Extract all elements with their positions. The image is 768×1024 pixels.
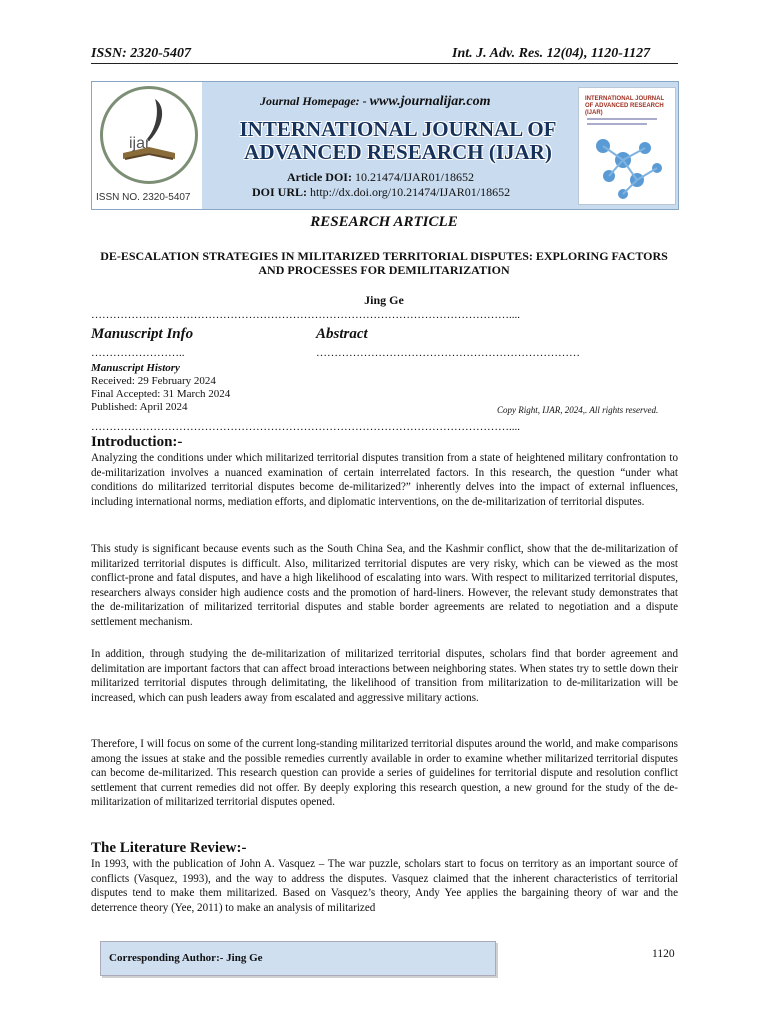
literature-paragraph: In 1993, with the publication of John A. Vasquez – The war puzzle, scholars start to focus on territory as an important source of conflicts (Vasquez, 1993), and the way to address the disputes. Vasquez claimed that the inherent characteristics of territorial disputes tend to make them militarized. Based on Vasquez’s theory, Andy Yee applies the bargaining theory of war and the deterrence theory (Yee, 2011) to make an analysis of militarized [91,858,678,914]
article-type: RESEARCH ARTICLE [310,214,458,230]
journal-title [220,118,576,164]
molecule-icon [579,126,675,206]
separator-dots-short: …………………….. [91,347,185,359]
author-name: Jing Ge [364,293,404,307]
intro-paragraph-3: In addition, through studying the de-militarization of militarized territorial disputes, scholars find that border agreement and delimitation are important factors that can affect broad interactions between neighboring states. When states try to settle down their militarized territorial disputes through delimitating, the likelihood of transition from militarization to de-militarization will be increased, which can push leaders away from escalated and aggressive military actions. [91,648,678,704]
manuscript-history-label: Manuscript History [91,362,180,374]
corresponding-author-box [100,941,496,976]
intro-paragraph-2: This study is significant because events such as the South China Sea, and the Kashmir conflict, show that the de-militarization of militarized territorial disputes is difficult. Also, militarized territorial disputes are very risky, which can be viewed as the most conflict-prone and fatal disputes, and have a high likelihood of escalating into wars. With respect to militarized territorial disputes, researchers always consider high audience costs and the promotion of hard-liners. However, the relevant study demonstrates that the de-militarization of militarized territorial disputes and stable border agreements are related to negotiation and a dispute settlement mechanism. [91,543,678,628]
corresponding-author: Corresponding Author:- Jing Ge [109,952,263,964]
literature-review-heading: The Literature Review:- [91,840,247,856]
cover-title: INTERNATIONAL JOURNAL OF ADVANCED RESEARCH (IJAR) [585,96,665,116]
published-date: Published: April 2024 [91,401,188,413]
article-doi-value: 10.21474/IJAR01/18652 [354,170,474,184]
separator-dots-abstract: ……………………………………………………………… [316,347,580,359]
issn-header: ISSN: 2320-5407 [91,46,191,61]
paper-title: DE-ESCALATION STRATEGIES IN MILITARIZED TERRITORIAL DISPUTES: EXPLORING FACTORS AND PROCESSES FOR DEMILITARIZATION [100,249,668,277]
journal-banner [91,81,679,210]
intro-paragraph-1: Analyzing the conditions under which militarized territorial disputes transition from a state of heightened military confrontation to de-militarization involves a nuanced examination of certain interrelated factors. In this research, the question “under what conditions do militarized territorial disputes become de-militarized?” inherently delves into the impact of external influences, including international norms, mediation efforts, and diplomatic interventions, on the de-militarization of territorial disputes. [91,452,678,508]
separator-dots: …………………………………………………………………………………………………….... [91,309,520,321]
manuscript-info-heading: Manuscript Info [91,326,194,342]
received-date: Received: 29 February 2024 [91,375,216,387]
journal-title-line1: INTERNATIONAL JOURNAL OF [239,117,557,141]
logo-emblem [100,86,198,184]
ijar-logo [92,82,202,209]
logo-text: ijar [129,135,151,152]
cover-line [587,123,647,125]
cover-line [587,118,657,120]
homepage-label: Journal Homepage: - [260,94,370,108]
introduction-heading: Introduction:- [91,434,183,450]
journal-homepage [260,94,491,110]
journal-title-line2: ADVANCED RESEARCH (IJAR) [244,140,552,164]
abstract-heading: Abstract [316,326,368,342]
copyright-notice: Copy Right, IJAR, 2024,. All rights reserved. [497,405,659,415]
doi-url-label: DOI URL: [252,185,308,199]
intro-paragraph-4: Therefore, I will focus on some of the current long-standing militarized territorial disputes around the world, and make comparisons among the issues at stake and the possible remedies currently available in order to examine whether militarized territorial disputes can become de-militarized. This research question can provide a series of guidelines for territorial dispute and resolution conflict settlement that current remedies did not offer. By deeply exploring this research question, a new ground for the study of the de-militarization of militarized territorial disputes opened. [91,738,678,809]
journal-citation: Int. J. Adv. Res. 12(04), 1120-1127 [452,46,651,61]
header-rule [91,63,678,64]
homepage-link[interactable]: www.journalijar.com [369,94,491,109]
doi-url-link[interactable]: http://dx.doi.org/10.21474/IJAR01/18652 [310,185,511,199]
doi-url [252,185,510,200]
article-doi-label: Article DOI: [287,170,352,184]
journal-cover-image [578,87,676,205]
separator-dots: …………………………………………………………………………………………………….... [91,421,520,433]
page-number: 1120 [652,948,675,960]
logo-issn: ISSN NO. 2320-5407 [96,192,191,203]
accepted-date: Final Accepted: 31 March 2024 [91,388,231,400]
article-doi [287,170,474,185]
